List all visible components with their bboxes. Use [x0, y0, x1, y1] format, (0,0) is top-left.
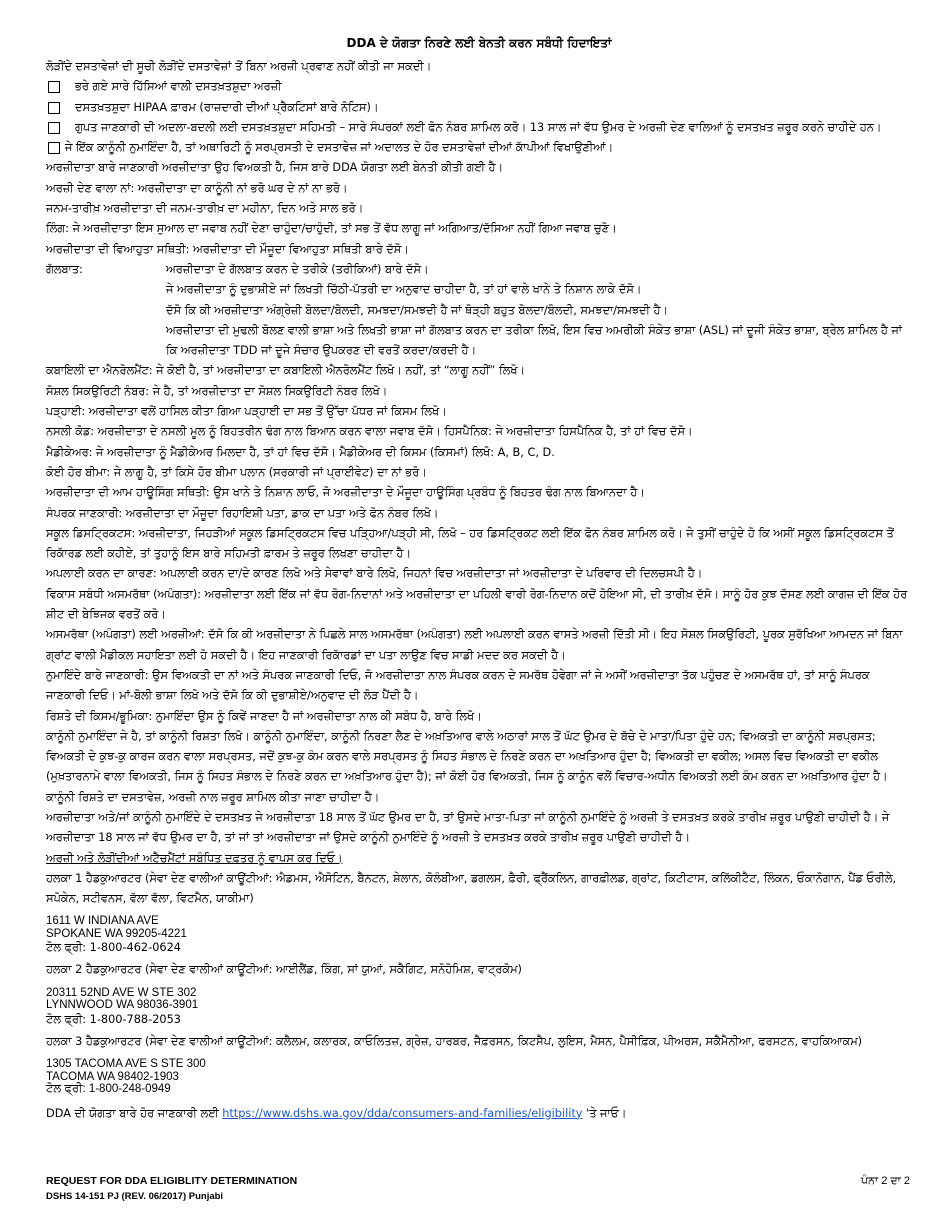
more-info-suffix: 'ਤੇ ਜਾਓ।: [586, 1106, 627, 1120]
more-info-line: [46, 1104, 912, 1124]
communication-item: ਦੱਸੋ ਕਿ ਕੀ ਅਰਜ਼ੀਦਾਤਾ ਅੰਗ੍ਰੇਜ਼ੀ ਬੋਲਦਾ/ਬੋਲਦੀ, ਸਮਝਦਾ/ਸਮਝਦੀ ਹੈ ਜਾਂ ਥੋੜ੍ਹੀ ਬਹੁਤ ਬੋਲਦਾ/ਬੋਲਦੀ, ਸਮਝਦਾ/ਸਮਝਦੀ ਹੈ।: [166, 303, 669, 317]
checklist-item: [46, 77, 912, 97]
field-instruction: ਕੋਈ ਹੋਰ ਬੀਮਾ: ਜੇ ਲਾਗੂ ਹੈ, ਤਾਂ ਕਿਸੇ ਹੋਰ ਬੀਮਾ ਪਲਾਨ (ਸਰਕਾਰੀ ਜਾਂ ਪ੍ਰਾਈਵੇਟ) ਦਾ ਨਾਂ ਭਰੋ।: [46, 465, 427, 479]
toll-free-phone: ਟੋਲ ਫ੍ਰੀ: 1-800-248-0949: [46, 1083, 171, 1096]
communication-item: ਅਰਜ਼ੀਦਾਤਾ ਦੇ ਗੱਲਬਾਤ ਕਰਨ ਦੇ ਤਰੀਕੇ (ਤਰੀਕਿਆਂ) ਬਾਰੇ ਦੱਸੋ।: [166, 262, 429, 276]
field-instruction: ਅਰਜ਼ੀਦਾਤਾ ਬਾਰੇ ਜਾਣਕਾਰੀ ਅਰਜ਼ੀਦਾਤਾ ਉਹ ਵਿਅਕਤੀ ਹੈ, ਜਿਸ ਬਾਰੇ DDA ਯੋਗਤਾ ਲਈ ਬੇਨਤੀ ਕੀਤੀ ਗਈ ਹੈ।: [46, 161, 504, 175]
communication-label: ਗੱਲਬਾਤ:: [46, 262, 83, 276]
address-line: SPOKANE WA 99205-4221: [46, 927, 187, 940]
field-instruction: ਅਰਜ਼ੀਦਾਤਾ ਅਤੇ/ਜਾਂ ਕਾਨੂੰਨੀ ਨੁਮਾਇੰਦੇ ਦੇ ਦਸਤਖ਼ਤ ਜੇ ਅਰਜ਼ੀਦਾਤਾ 18 ਸਾਲ ਤੋਂ ਘੱਟ ਉਮਰ ਦਾ ਹੈ, ਤਾਂ ਉਸਦੇ ਮਾਤਾ-ਪਿਤਾ ਜਾਂ ਕਾਨੂੰਨੀ ਨੁਮਾਇੰਦੇ ਨੂੰ ਅਰਜ਼ੀ ਤੇ ਦਸਤਖ਼ਤ ਕਰਕੇ ਤਾਰੀਖ਼ ਜ਼ਰੂਰ ਪਾਉਣੀ ਚਾਹੀਦੀ ਹੈ। ਜੇ ਅਰਜ਼ੀਦਾਤਾ 18 ਸਾਲ ਜਾਂ ਵੱਧ ਉਮਰ ਦਾ ਹੈ, ਤਾਂ ਜਾਂ ਤਾਂ ਅਰਜ਼ੀਦਾਤਾ ਜਾਂ ਉਸਦੇ ਕਾਨੂੰਨੀ ਨੁਮਾਇੰਦੇ ਨੂੰ ਅਰਜ਼ੀ ਤੇ ਦਸਤਖ਼ਤ ਕਰਕੇ ਤਾਰੀਖ਼ ਜ਼ਰੂਰ ਪਾਉਣੀ ਚਾਹੀਦੀ ਹੈ।: [46, 810, 890, 845]
address-line: 1611 W INDIANA AVE: [46, 915, 159, 928]
field-instruction: ਅਰਜ਼ੀਦਾਤਾ ਦੀ ਵਿਆਹੁਤਾ ਸਥਿਤੀ: ਅਰਜ਼ੀਦਾਤਾ ਦੀ ਮੌਜੂਦਾ ਵਿਆਹੁਤਾ ਸਥਿਤੀ ਬਾਰੇ ਦੱਸੋ।: [46, 242, 409, 256]
region-office: [46, 1032, 912, 1096]
field-instruction: ਅਪਲਾਈ ਕਰਨ ਦਾ ਕਾਰਣ: ਅਪਲਾਈ ਕਰਨ ਦਾ/ਦੇ ਕਾਰਣ ਲਿਖੋ ਅਤੇ ਸੇਵਾਵਾਂ ਬਾਰੇ ਲਿਖੋ, ਜਿਹਨਾਂ ਵਿਚ ਅਰਜ਼ੀਦਾਤਾ ਜਾਂ ਅਰਜ਼ੀਦਾਤਾ ਦੇ ਪਰਿਵਾਰ ਦੀ ਦਿਲਚਸਪੀ ਹੈ।: [46, 567, 703, 581]
checklist-item-label: ਜੇ ਇੱਕ ਕਾਨੂੰਨੀ ਨੁਮਾਇੰਦਾ ਹੈ, ਤਾਂ ਅਥਾਰਿਟੀ ਨੂੰ ਸਰਪ੍ਰਸਤੀ ਦੇ ਦਸਤਾਵੇਜ਼ ਜਾਂ ਅਦਾਲਤ ਦੇ ਹੋਰ ਦਸਤਾਵੇਜ਼ਾਂ ਦੀਆਂ ਕਾੱਪੀਆਂ ਵਿਖਾਉਣੀਆਂ।: [65, 141, 614, 155]
field-instruction: ਸਕੂਲ ਡਿਸਟ੍ਰਿਕਟਸ: ਅਰਜ਼ੀਦਾਤਾ, ਜਿਹੜੀਆਂ ਸਕੂਲ ਡਿਸਟ੍ਰਿਕਟਸ ਵਿਚ ਪੜ੍ਹਿਆ/ਪੜ੍ਹੀ ਸੀ, ਲਿਖੋ – ਹਰ ਡਿਸਟ੍ਰਿਕਟ ਲਈ ਇੱਕ ਫੋਨ ਨੰਬਰ ਸ਼ਾਮਿਲ ਕਰੋ। ਜੇ ਤੁਸੀਂ ਚਾਹੁੰਦੇ ਹੋ ਕਿ ਅਸੀਂ ਸਕੂਲ ਡਿਸਟ੍ਰਿਕਟਸ ਤੋਂ ਰਿਕਾੱਰਡ ਲਈ ਕਹੀਏ, ਤਾਂ ਤੁਹਾਨੂੰ ਇਸ ਬਾਰੇ ਸਹਿਮਤੀ ਫ਼ਾਰਮ ਤੇ ਜ਼ਰੂਰ ਲਿਖਣਾ ਚਾਹੀਦਾ ਹੈ।: [46, 526, 894, 561]
page-number: ਪੰਨਾ 2 ਦਾ 2: [861, 1175, 910, 1187]
checklist-item: [46, 98, 912, 118]
toll-free-phone: ਟੋਲ ਫ੍ਰੀ: 1-800-788-2053: [46, 1012, 181, 1026]
region-address: [46, 915, 912, 940]
field-instruction: ਕਬਾਇਲੀ ਦਾ ਐਨਰੋਲਮੈਂਟ: ਜੇ ਕੋਈ ਹੈ, ਤਾਂ ਅਰਜ਼ੀਦਾਤਾ ਦਾ ਕਬਾਇਲੀ ਐਨਰੋਲਮੈਂਟ ਲਿਖੋ। ਨਹੀਂ, ਤਾਂ “ਲਾਗੂ ਨਹੀਂ” ਲਿਖੋ।: [46, 364, 525, 378]
toll-free-phone: ਟੋਲ ਫ੍ਰੀ: 1-800-462-0624: [46, 941, 181, 955]
field-instruction: ਵਿਕਾਸ ਸਬੰਧੀ ਅਸਮਰੱਥਾ (ਅਪੰਗਤਾ): ਅਰਜ਼ੀਦਾਤਾ ਲਈ ਇੱਕ ਜਾਂ ਵੱਧ ਰੋਗ-ਨਿਦਾਨਾਂ ਅਤੇ ਅਰਜ਼ੀਦਾਤਾ ਦਾ ਪਹਿਲੀ ਵਾਰੀ ਰੋਗ-ਨਿਦਾਨ ਕਦੋਂ ਹੋਇਆ ਸੀ, ਦੀ ਤਾਰੀਖ਼ ਦੱਸੋ। ਸਾਨੂੰ ਹੋਰ ਕੁਝ ਦੱਸਣ ਲਈ ਕਾਗਜ਼ ਦੀ ਇੱਕ ਹੋਰ ਸ਼ੀਟ ਦੀ ਬੇਝਿਜਕ ਵਰਤੋਂ ਕਰੋ।: [46, 587, 908, 622]
checkbox[interactable]: [48, 122, 60, 134]
region-office: [46, 869, 912, 957]
address-line: 1305 TACOMA AVE S STE 300: [46, 1058, 206, 1071]
field-instruction: ਅਰਜ਼ੀਦਾਤਾ ਦੀ ਆਮ ਹਾਊਸਿੰਗ ਸਥਿਤੀ: ਉਸ ਖਾਨੇ ਤੇ ਨਿਸ਼ਾਨ ਲਾਓ, ਜੋ ਅਰਜ਼ੀਦਾਤਾ ਦੇ ਮੌਜੂਦਾ ਹਾਊਸਿੰਗ ਪ੍ਰਬੰਧ ਨੂੰ ਬਿਹਤਰ ਢੰਗ ਨਾਲ ਬਿਆਨਦਾ ਹੈ।: [46, 486, 645, 500]
region-address: [46, 987, 912, 1012]
region-office: [46, 960, 912, 1027]
field-instruction: ਲਿੰਗ: ਜੇ ਅਰਜ਼ੀਦਾਤਾ ਇਸ ਸੁਆਲ ਦਾ ਜਵਾਬ ਨਹੀਂ ਦੇਣਾ ਚਾਹੁੰਦਾ/ਚਾਹੁੰਦੀ, ਤਾਂ ਸਭ ਤੋਂ ਵੱਧ ਲਾਗੂ ਜਾਂ ਅਗਿਆਤ/ਦੱਸਿਆ ਨਹੀਂ ਗਿਆ ਜਵਾਬ ਚੁਣੋ।: [46, 222, 617, 236]
checkbox[interactable]: [48, 142, 60, 154]
checklist-item-label: ਦਸਤਖ਼ਤਸ਼ੁਦਾ HIPAA ਫ਼ਾਰਮ (ਰਾਜ਼ਦਾਰੀ ਦੀਆਂ ਪ੍ਰੈਕਟਿਸਾਂ ਬਾਰੇ ਨੋਟਿਸ)।: [75, 100, 379, 114]
checkbox[interactable]: [48, 81, 60, 93]
address-line: LYNNWOOD WA 98036-3901: [46, 999, 199, 1012]
page-title: DDA ਦੇ ਯੋਗਤਾ ਨਿਰਣੇ ਲਈ ਬੇਨਤੀ ਕਰਨ ਸਬੰਧੀ ਹਿਦਾਇਤਾਂ: [346, 36, 612, 50]
address-line: TACOMA WA 98402-1903: [46, 1070, 179, 1083]
region-heading: ਹਲਕਾ 2 ਹੈਡਕੁਆਰਟਰ (ਸੇਵਾ ਦੇਣ ਵਾਲੀਆਂ ਕਾਊਂਟੀਆਂ: ਆਈਲੈਂਡ, ਕਿੰਗ, ਸਾਂ ਯੁਆਂ, ਸਕੈਗਿਟ, ਸਨੋਹੋਮਿਸ਼, ਵਾਟ੍ਰਕੋਮ): [46, 963, 522, 977]
field-instruction: ਨਸਲੀ ਕੋਡ: ਅਰਜ਼ੀਦਾਤਾ ਦੇ ਨਸਲੀ ਮੂਲ ਨੂੰ ਬਿਹਤਰੀਨ ਢੰਗ ਨਾਲ ਬਿਆਨ ਕਰਨ ਵਾਲਾ ਜਵਾਬ ਦੱਸੋ। ਹਿਸਪੈਨਿਕ: ਜੇ ਅਰਜ਼ੀਦਾਤਾ ਹਿਸਪੈਨਿਕ ਹੈ, ਤਾਂ ਹਾਂ ਵਿਚ ਦੱਸੋ।: [46, 425, 693, 439]
address-line: 20311 52ND AVE W STE 302: [46, 986, 197, 999]
checklist-item-label: ਭਰੇ ਗਏ ਸਾਰੇ ਹਿੱਸਿਆਂ ਵਾਲੀ ਦਸਤਖ਼ਤਸ਼ੁਦਾ ਅਰਜ਼ੀ: [75, 80, 282, 94]
field-instruction: ਮੈਡੀਕੇਅਰ: ਜੇ ਅਰਜ਼ੀਦਾਤਾ ਨੂੰ ਮੈਡੀਕੇਅਰ ਮਿਲਦਾ ਹੈ, ਤਾਂ ਹਾਂ ਵਿਚ ਦੱਸੋ। ਮੈਡੀਕੇਅਰ ਦੀ ਕਿਸਮ (ਕਿਸਮਾਂ) ਲਿਖੋ: A, B, C, D.: [46, 445, 555, 459]
form-number: DSHS 14-151 PJ (REV. 06/2017) Punjabi: [46, 1191, 224, 1202]
region-heading: ਹਲਕਾ 1 ਹੈਡਕੁਆਰਟਰ (ਸੇਵਾ ਦੇਣ ਵਾਲੀਆਂ ਕਾਊਂਟੀਆਂ: ਐਡਮਸ, ਐਸੋਟਿਨ, ਬੈਨਟਨ, ਸ਼ੇਲਾਨ, ਕੋਲੰਬੀਆ, ਡਗਲਸ, ਫ਼ੈਰੀ, ਫ੍ਰੈਂਕਲਿਨ, ਗਾਰਫ਼ੀਲਡ, ਗ੍ਰਾਂਟ, ਕਿਟੀਟਾਸ, ਕਲਿੱਕੀਟੈਟ, ਲਿੰਕਨ, ਓਕਾਨੋਗਾਨ, ਪੈਂਡ ਓਰੀਲੇ, ਸਪੋਕੇਨ, ਸਟੀਵਨਸ, ਵੱਲਾ ਵੱਲਾ, ਵਿਟਮੈਨ, ਯਾਕੀਮਾ): [46, 871, 897, 906]
field-instruction: ਸੋਸ਼ਲ ਸਿਕਉਰਿਟੀ ਨੰਬਰ: ਜੇ ਹੈ, ਤਾਂ ਅਰਜ਼ੀਦਾਤਾ ਦਾ ਸੋਸ਼ਲ ਸਿਕਉਰਿਟੀ ਨੰਬਰ ਲਿਖੋ।: [46, 384, 388, 398]
document-page: [46, 36, 912, 1124]
region-heading: ਹਲਕਾ 3 ਹੈਡਕੁਆਰਟਰ (ਸੇਵਾ ਦੇਣ ਵਾਲੀਆਂ ਕਾਊਂਟੀਆਂ: ਕਲੈਲਮ, ਕਲਾਰਕ, ਕਾਓਲਿਤਜ਼, ਗ੍ਰੇਜ਼, ਹਾਰਬਰ, ਜੈਫ਼ਰਸਨ, ਕਿਟਸੈਪ, ਲੁਇਸ, ਮੈਸਨ, ਪੈਸੀਫ਼ਿਕ, ਪੀਅਰਸ, ਸਕੈਮੈਨੀਆ, ਫਰਸਟਨ, ਵਾਹਕਿਆਕਮ): [46, 1034, 863, 1048]
field-instruction: ਅਰਜ਼ੀ ਦੇਣ ਵਾਲਾ ਨਾਂ: ਅਰਜ਼ੀਦਾਤਾ ਦਾ ਕਾਨੂੰਨੀ ਨਾਂ ਭਰੋ ਘਰ ਦੇ ਨਾਂ ਨਾ ਭਰੋ।: [46, 181, 348, 195]
field-instruction: ਰਿਸ਼ਤੇ ਦੀ ਕਿਸਮ/ਭੂਮਿਕਾ: ਨੁਮਾਇੰਦਾ ਉਸ ਨੂੰ ਕਿਵੇਂ ਜਾਣਦਾ ਹੈ ਜਾਂ ਅਰਜ਼ੀਦਾਤਾ ਨਾਲ ਕੀ ਸਬੰਧ ਹੈ, ਬਾਰੇ ਲਿਖੋ।: [46, 709, 482, 723]
field-instruction: ਜਨਮ-ਤਾਰੀਖ਼ ਅਰਜ਼ੀਦਾਤਾ ਦੀ ਜਨਮ-ਤਾਰੀਖ਼ ਦਾ ਮਹੀਨਾ, ਦਿਨ ਅਤੇ ਸਾਲ ਭਰੋ।: [46, 202, 364, 216]
checkbox[interactable]: [48, 102, 60, 114]
eligibility-link[interactable]: https://www.dshs.wa.gov/dda/consumers-and-families/eligibility: [222, 1106, 583, 1120]
return-instruction: ਅਰਜ਼ੀ ਅਤੇ ਲੋੜੀਂਦੀਆਂ ਅਟੈਚਮੈਂਟਾਂ ਸਬੰਧਿਤ ਦਫ਼ਤਰ ਨੂੰ ਵਾਪਸ ਕਰ ਦਿਓ।: [46, 851, 343, 865]
region-address: [46, 1058, 912, 1096]
page-footer: [46, 1173, 910, 1204]
field-instruction: ਕਾਨੂੰਨੀ ਨੁਮਾਇੰਦਾ ਜੇ ਹੈ, ਤਾਂ ਕਾਨੂੰਨੀ ਰਿਸ਼ਤਾ ਲਿਖੋ। ਕਾਨੂੰਨੀ ਨੁਮਾਇੰਦਾ, ਕਾਨੂੰਨੀ ਨਿਰਣਾ ਲੈਣ ਦੇ ਅਖ਼ਤਿਆਰ ਵਾਲੇ ਅਠਾਰਾਂ ਸਾਲ ਤੋਂ ਘੱਟ ਉਮਰ ਦੇ ਬੱਚੇ ਦੇ ਮਾਤਾ/ਪਿਤਾ ਹੁੰਦੇ ਹਨ; ਵਿਅਕਤੀ ਦਾ ਕਾਨੂੰਨੀ ਸਰਪ੍ਰਸਤ; ਵਿਅਕਤੀ ਦੇ ਕੁਝ-ਕੁ ਕਾਰਜ ਕਰਨ ਵਾਲਾ ਸਰਪ੍ਰਸਤ, ਜਦੋਂ ਕੁਝ-ਕੁ ਕੰਮ ਕਰਨ ਵਾਲੇ ਸਰਪ੍ਰਸਤ ਨੂੰ ਸਿਹਤ ਸੰਭਾਲ ਦੇ ਨਿਰਣੇ ਕਰਨ ਦਾ ਅਖ਼ਤਿਆਰ ਹੁੰਦਾ ਹੈ; ਵਿਅਕਤੀ ਦਾ ਵਕੀਲ; ਅਸਲ ਵਿਚ ਵਿਅਕਤੀ ਦਾ ਵਕੀਲ (ਮੁਖ਼ਤਾਰਨਾਮੇ ਵਾਲਾ ਵਿਅਕਤੀ, ਜਿਸ ਨੂੰ ਸਿਹਤ ਸੰਭਾਲ ਦੇ ਨਿਰਣੇ ਕਰਨ ਦਾ ਅਖ਼ਤਿਆਰ ਹੁੰਦਾ ਹੈ); ਜਾਂ ਕੋਈ ਹੋਰ ਵਿਅਕਤੀ, ਜਿਸ ਨੂੰ ਕਾਨੂੰਨ ਵਲੋਂ ਵਿਚਾਰ-ਅਧੀਨ ਵਿਅਕਤੀ ਲਈ ਕੰਮ ਕਰਨ ਦਾ ਅਖ਼ਤਿਆਰ ਹੁੰਦਾ ਹੈ। ਕਾਨੂੰਨੀ ਰਿਸ਼ਤੇ ਦਾ ਦਸਤਾਵੇਜ਼, ਅਰਜ਼ੀ ਨਾਲ ਜ਼ਰੂਰ ਸ਼ਾਮਿਲ ਕੀਤਾ ਜਾਣਾ ਚਾਹੀਦਾ ਹੈ।: [46, 729, 888, 804]
more-info-prefix: DDA ਦੀ ਯੋਗਤਾ ਬਾਰੇ ਹੋਰ ਜਾਣਕਾਰੀ ਲਈ: [46, 1106, 219, 1120]
field-instruction: ਸੰਪਰਕ ਜਾਣਕਾਰੀ: ਅਰਜ਼ੀਦਾਤਾ ਦਾ ਮੌਜੂਦਾ ਰਿਹਾਇਸ਼ੀ ਪਤਾ, ਡਾਕ ਦਾ ਪਤਾ ਅਤੇ ਫੋਨ ਨੰਬਰ ਲਿਖੋ।: [46, 506, 439, 520]
field-instruction: ਪੜ੍ਹਾਈ: ਅਰਜ਼ੀਦਾਤਾ ਵਲੋਂ ਹਾਸਿਲ ਕੀਤਾ ਗਿਆ ਪੜ੍ਹਾਈ ਦਾ ਸਭ ਤੋਂ ਉੱਚਾ ਪੱਧਰ ਜਾਂ ਕਿਸਮ ਲਿਖੋ।: [46, 405, 447, 419]
field-instruction: ਅਸਮਰੱਥਾ (ਅਪੰਗਤਾ) ਲਈ ਅਰਜ਼ੀਆਂ: ਦੱਸੋ ਕਿ ਕੀ ਅਰਜ਼ੀਦਾਤਾ ਨੇ ਪਿਛਲੇ ਸਾਲ ਅਸਮਰੱਥਾ (ਅਪੰਗਤਾ) ਲਈ ਅਪਲਾਈ ਕਰਨ ਵਾਸਤੇ ਅਰਜ਼ੀ ਦਿੱਤੀ ਸੀ। ਇਹ ਸੋਸ਼ਲ ਸਿਕਉਰਿਟੀ, ਪੂਰਕ ਸੁਰੱਖਿਆ ਆਮਦਨ ਜਾਂ ਬਿਨਾ ਗ੍ਰਾਂਟ ਵਾਲੀ ਮੈਡੀਕਲ ਸਹਾਇਤਾ ਲਈ ਹੋ ਸਕਦੀ ਹੈ। ਇਹ ਜਾਣਕਾਰੀ ਰਿਕਾੱਰਡਾਂ ਦਾ ਪਤਾ ਲਾਉਣ ਵਿਚ ਸਾਡੀ ਮਦਦ ਕਰ ਸਕਦੀ ਹੈ।: [46, 628, 903, 662]
legal-representative-checklist-item: [46, 138, 912, 158]
checklist-item-label: ਗੁਪਤ ਜਾਣਕਾਰੀ ਦੀ ਅਦਲਾ-ਬਦਲੀ ਲਈ ਦਸਤਖ਼ਤਸ਼ੁਦਾ ਸਹਿਮਤੀ – ਸਾਰੇ ਸੰਪਰਕਾਂ ਲਈ ਫੋਨ ਨੰਬਰ ਸ਼ਾਮਿਲ ਕਰੋ। 13 ਸਾਲ ਜਾਂ ਵੱਧ ਉਮਰ ਦੇ ਅਰਜ਼ੀ ਦੇਣ ਵਾਲਿਆਂ ਨੂੰ ਦਸਤਖ਼ਤ ਜ਼ਰੂਰ ਕਰਨੇ ਚਾਹੀਦੇ ਹਨ।: [75, 120, 882, 134]
field-instruction: ਨੁਮਾਇੰਦੇ ਬਾਰੇ ਜਾਣਕਾਰੀ: ਉਸ ਵਿਅਕਤੀ ਦਾ ਨਾਂ ਅਤੇ ਸੰਪਰਕ ਜਾਣਕਾਰੀ ਦਿਓ, ਜੋ ਅਰਜ਼ੀਦਾਤਾ ਨਾਲ ਸੰਪਰਕ ਕਰਨ ਦੇ ਸਮਰੱਥ ਹੋਵੇਗਾ ਜਾਂ ਜੇ ਅਸੀਂ ਅਰਜ਼ੀਦਾਤਾ ਤੱਕ ਪਹੁੰਚਣ ਦੇ ਅਸਮਰੱਥ ਹਾਂ, ਤਾਂ ਸਾਨੂੰ ਸੰਪਰਕ ਜਾਣਕਾਰੀ ਦਿਓ। ਮਾਂ-ਬੋਲੀ ਭਾਸ਼ਾ ਲਿਖੋ ਅਤੇ ਦੱਸੋ ਕਿ ਕੀ ਦੁਭਾਸ਼ੀਏ/ਅਨੁਵਾਦ ਦੀ ਲੋੜ ਪੈਂਦੀ ਹੈ।: [46, 668, 870, 703]
form-title: REQUEST FOR DDA ELIGIBLITY DETERMINATION: [46, 1175, 298, 1187]
checklist-item: [46, 118, 912, 138]
communication-item: ਜੇ ਅਰਜ਼ੀਦਾਤਾ ਨੂੰ ਦੁਭਾਸ਼ੀਏ ਜਾਂ ਲਿਖਤੀ ਚਿੱਠੀ-ਪੱਤਰੀ ਦਾ ਅਨੁਵਾਦ ਚਾਹੀਦਾ ਹੈ, ਤਾਂ ਹਾਂ ਵਾਲੇ ਖਾਨੇ ਤੇ ਨਿਸ਼ਾਨ ਲਾਕੇ ਦੱਸੋ।: [166, 283, 642, 297]
required-docs-intro: ਲੋੜੀਂਦੇ ਦਸਤਾਵੇਜ਼ਾਂ ਦੀ ਸੂਚੀ ਲੋੜੀਂਦੇ ਦਸਤਾਵੇਜ਼ਾਂ ਤੋਂ ਬਿਨਾ ਅਰਜ਼ੀ ਪ੍ਰਵਾਣ ਨਹੀਂ ਕੀਤੀ ਜਾ ਸਕਦੀ।: [46, 60, 432, 73]
communication-item: ਅਰਜ਼ੀਦਾਤਾ ਦੀ ਮੁਢਲੀ ਬੋਲਣ ਵਾਲੀ ਭਾਸ਼ਾ ਅਤੇ ਲਿਖਤੀ ਭਾਸ਼ਾ ਜਾਂ ਗੱਲਬਾਤ ਕਰਨ ਦਾ ਤਰੀਕਾ ਲਿਖੋ, ਇਸ ਵਿਚ ਅਮਰੀਕੀ ਸੰਕੇਤ ਭਾਸ਼ਾ (ASL) ਜਾਂ ਦੂਜੀ ਸੰਕੇਤ ਭਾਸ਼ਾ, ਬ੍ਰੇਲ ਸ਼ਾਮਿਲ ਹੈ ਜਾਂ ਕਿ ਅਰਜ਼ੀਦਾਤਾ TDD ਜਾਂ ਦੂਜੇ ਸੰਚਾਰ ਉਪਕਰਣ ਦੀ ਵਰਤੋਂ ਕਰਦਾ/ਕਰਦੀ ਹੈ।: [166, 323, 902, 358]
communication-section: [46, 260, 912, 361]
